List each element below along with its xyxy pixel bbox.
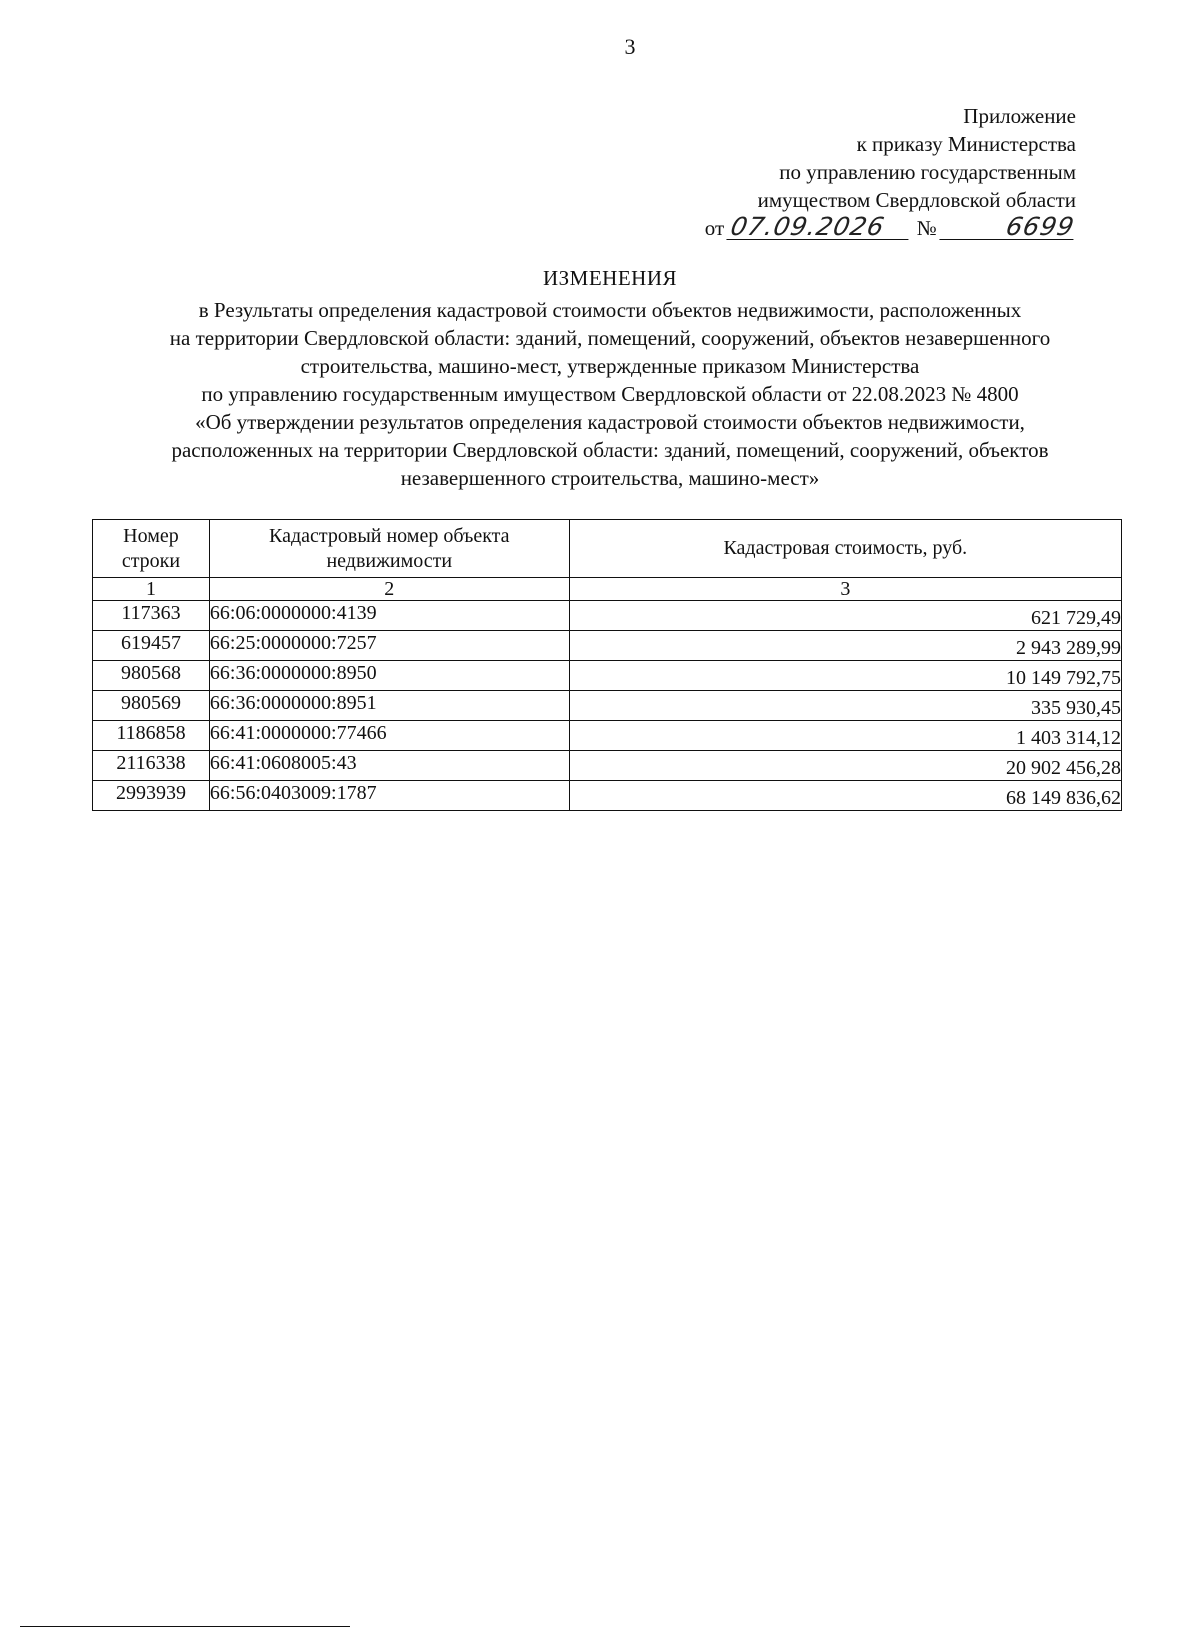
row-number-cell: 1186858: [93, 721, 210, 751]
cadastral-number-cell: 66:36:0000000:8950: [209, 661, 569, 691]
table-row: [93, 721, 1122, 751]
cadastral-number-cell: 66:06:0000000:4139: [209, 601, 569, 631]
row-number-cell: 2993939: [93, 781, 210, 811]
header-cadastral-number: Кадастровый номер объекта недвижимости: [209, 520, 569, 578]
appendix-line: по управлению государственным: [779, 160, 1076, 184]
row-number-cell: 619457: [93, 631, 210, 661]
cadastral-number-cell: 66:25:0000000:7257: [209, 631, 569, 661]
row-number-cell: 117363: [93, 601, 210, 631]
cadastral-number-cell: 66:41:0000000:77466: [209, 721, 569, 751]
page-number: 3: [624, 34, 636, 59]
appendix-line: Приложение: [963, 104, 1076, 128]
appendix-line: имуществом Свердловской области: [757, 188, 1076, 212]
document-title: ИЗМЕНЕНИЯ: [542, 266, 678, 290]
row-number-cell: 2116338: [93, 751, 210, 781]
subtitle-line: на территории Свердловской области: зданий, помещений, сооружений, объектов незавершенного: [169, 326, 1051, 350]
cadastral-number-cell: 66:56:0403009:1787: [209, 781, 569, 811]
header-cadastral-value: Кадастровая стоимость, руб.: [569, 520, 1121, 578]
subtitle-line: по управлению государственным имуществом Свердловской области от 22.08.2023 № 4800: [201, 382, 1019, 406]
order-date-number-line: [705, 214, 1076, 242]
table-row: [93, 601, 1122, 631]
date-prefix: от: [704, 216, 725, 240]
cadastral-value-cell: 621 729,49: [569, 601, 1121, 631]
cadastral-number-cell: 66:36:0000000:8951: [209, 691, 569, 721]
column-number-row: [93, 578, 1122, 601]
subtitle-line: «Об утверждении результатов определения кадастровой стоимости объектов недвижимости,: [195, 410, 1025, 434]
table-row: [93, 631, 1122, 661]
handwritten-order-number: 6699: [939, 215, 1078, 240]
cadastral-number-cell: 66:41:0608005:43: [209, 751, 569, 781]
cadastral-value-cell: 335 930,45: [569, 691, 1121, 721]
appendix-line: к приказу Министерства: [856, 132, 1076, 156]
row-number-cell: 980568: [93, 661, 210, 691]
row-number-cell: 980569: [93, 691, 210, 721]
cadastral-value-cell: 2 943 289,99: [569, 631, 1121, 661]
subtitle-line: незавершенного строительства, машино-мест»: [400, 466, 820, 490]
table-row: [93, 691, 1122, 721]
table-row: [93, 781, 1122, 811]
header-row-number: Номер строки: [93, 520, 210, 578]
subtitle-line: в Результаты определения кадастровой стоимости объектов недвижимости, расположенных: [198, 298, 1022, 322]
handwritten-date: 07.09.2026: [727, 215, 914, 240]
appendix-block: [705, 102, 1076, 242]
document-subtitle: [0, 296, 1200, 492]
table-header-row: [93, 520, 1122, 578]
table-row: [93, 661, 1122, 691]
cadastral-value-cell: 1 403 314,12: [569, 721, 1121, 751]
table-row: [93, 751, 1122, 781]
subtitle-line: расположенных на территории Свердловской области: зданий, помещений, сооружений, объектов: [171, 438, 1049, 462]
column-number: 2: [209, 578, 569, 601]
cadastral-value-cell: 10 149 792,75: [569, 661, 1121, 691]
cadastral-value-cell: 68 149 836,62: [569, 781, 1121, 811]
column-number: 1: [93, 578, 210, 601]
subtitle-line: строительства, машино-мест, утвержденные приказом Министерства: [300, 354, 920, 378]
cadastral-value-cell: 20 902 456,28: [569, 751, 1121, 781]
footnote-divider: [20, 1626, 350, 1627]
cadastral-value-table: [92, 519, 1122, 811]
column-number: 3: [569, 578, 1121, 601]
number-prefix: №: [916, 216, 937, 240]
